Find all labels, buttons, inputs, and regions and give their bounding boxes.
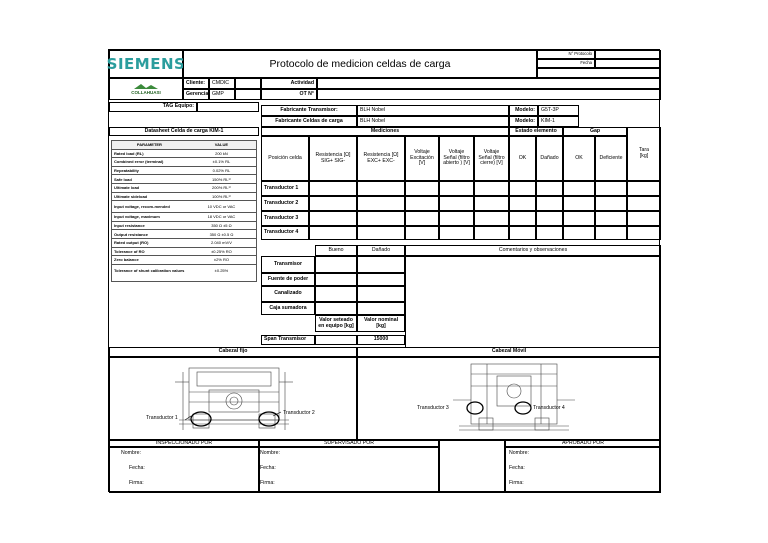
modelo-label-1: Modelo: (509, 105, 538, 116)
datasheet-param: Input resistance (112, 221, 187, 230)
cell[interactable] (439, 211, 474, 226)
supervisado-fecha: Fecha: (260, 465, 276, 471)
datasheet-value: 350 Ω ±5 Ω (187, 221, 256, 230)
cell[interactable] (357, 226, 405, 240)
cliente-spacer-2 (235, 89, 261, 100)
cell[interactable] (509, 181, 536, 196)
canalizado-bueno[interactable] (315, 286, 357, 302)
volt-open-header: Voltaje Señal (filtro abierto ) [V] (439, 136, 474, 181)
cabezal-movil-drawing (449, 360, 579, 438)
siemens-logo: SIEMENS (106, 55, 186, 73)
cell[interactable] (627, 211, 661, 226)
datasheet-param: Repeatability (112, 166, 187, 175)
datasheet-row (112, 238, 256, 247)
header-spacer (537, 68, 661, 78)
cell[interactable] (627, 181, 661, 196)
datasheet-value: 200% RL¹⁾ (187, 183, 256, 192)
danado-status-header: Dañado (357, 245, 405, 256)
cell[interactable] (627, 196, 661, 211)
cabezal-movil-title: Cabezal Móvil (357, 347, 661, 357)
caja-bueno[interactable] (315, 302, 357, 315)
cliente-spacer-1 (235, 78, 261, 89)
inspeccionado-header: INSPECCIONADO POR (109, 440, 259, 447)
span-seteado-field[interactable] (315, 335, 357, 345)
cell[interactable] (439, 181, 474, 196)
fabricante-celdas-value[interactable]: BLH Nobel (357, 116, 509, 127)
datasheet-param: Ultimate load (112, 183, 187, 192)
comments-header: Comentarios y observaciones (405, 245, 661, 256)
aprobado-nombre: Nombre: (509, 450, 529, 456)
ot-field[interactable] (317, 89, 661, 100)
caja-label: Caja sumadora (261, 302, 315, 315)
ot-label: OT N° (261, 89, 317, 100)
aprobado-fecha: Fecha: (509, 465, 525, 471)
datasheet-row (112, 247, 256, 256)
siemens-logo-cell (106, 50, 186, 78)
comments-field[interactable] (405, 256, 661, 348)
supervisado-box[interactable] (259, 447, 439, 493)
cell[interactable] (563, 226, 595, 240)
datasheet-param: Rated output (RO) (112, 238, 187, 247)
client-logo-cell (109, 78, 183, 100)
valor-nominal-header: Valor nominal [kg] (357, 315, 405, 332)
datasheet-param: Rated load (RL) (112, 149, 187, 158)
actividad-field[interactable] (317, 78, 661, 89)
gap-title: Gap (563, 127, 627, 136)
cell[interactable] (439, 226, 474, 240)
modelo-label-2: Modelo: (509, 116, 538, 127)
cell[interactable] (509, 196, 536, 211)
gerencia-label: Gerencia: (183, 89, 209, 100)
fabricante-transmisor-label: Fabricante Transmisor: (261, 105, 357, 116)
danado-header: Dañado (536, 136, 563, 181)
fuente-label: Fuente de poder (261, 273, 315, 286)
cliente-label: Cliente: (183, 78, 209, 89)
cell[interactable] (309, 181, 357, 196)
cell[interactable] (405, 226, 439, 240)
datasheet-param: Tolerance of RO (112, 247, 187, 256)
datasheet-header-param: PARAMETER (136, 142, 162, 148)
datasheet-value: 200 kN (187, 149, 256, 158)
cliente-value[interactable]: CMDIC (209, 78, 235, 89)
span-nominal-value: 15000 (357, 335, 405, 345)
transducer-label: Transductor 2 (261, 196, 309, 211)
page-title: Protocolo de medicion celdas de carga (269, 58, 451, 70)
canalizado-danado[interactable] (357, 286, 405, 302)
cell[interactable] (474, 196, 509, 211)
datasheet-param: Safe load (112, 175, 187, 184)
cell[interactable] (405, 211, 439, 226)
datasheet-param: Zero balance (112, 256, 187, 265)
datasheet-row (112, 175, 256, 184)
datasheet-grid (112, 141, 256, 276)
datasheet-row (112, 158, 256, 167)
modelo-value-1[interactable]: G5T-3P (538, 105, 579, 116)
cell[interactable] (309, 211, 357, 226)
cell[interactable] (509, 211, 536, 226)
posicion-header: Posición celda (261, 136, 309, 181)
cell[interactable] (474, 226, 509, 240)
fuente-danado[interactable] (357, 273, 405, 286)
cell[interactable] (536, 226, 563, 240)
supervisado-firma: Firma: (260, 480, 275, 486)
datasheet-value: 350 Ω ±0.5 Ω (187, 230, 256, 239)
datasheet-row (112, 183, 256, 192)
cell[interactable] (439, 196, 474, 211)
transmisor-bueno[interactable] (315, 256, 357, 273)
client-logo: COLLAHUASI (131, 90, 161, 95)
datasheet-param: Combined error (terminal) (112, 158, 187, 167)
supervisado-nombre: Nombre: (260, 450, 280, 456)
cell[interactable] (536, 211, 563, 226)
mountain-icon (133, 83, 159, 90)
transductor-4-marker (513, 400, 533, 416)
fabricante-transmisor-value[interactable]: BLH Nobel (357, 105, 509, 116)
inspeccionado-firma: Firma: (129, 480, 144, 486)
transmisor-label: Transmisor (261, 256, 315, 273)
protocol-sheet (108, 49, 660, 492)
estado-title: Estado elemento (509, 127, 563, 136)
volt-close-header: Voltaje Señal (filtro cierre) [V] (474, 136, 509, 181)
cell[interactable] (474, 181, 509, 196)
transmisor-danado[interactable] (357, 256, 405, 273)
title-cell (183, 50, 537, 78)
gerencia-value[interactable]: GMP (209, 89, 235, 100)
cell[interactable] (595, 196, 627, 211)
cell[interactable] (536, 181, 563, 196)
datasheet-row (112, 230, 256, 239)
datasheet-value: 18 VDC or VAC (187, 213, 256, 222)
cell[interactable] (536, 196, 563, 211)
tara-header: Tara [kg] (627, 127, 661, 181)
cabezal-fijo-title: Cabezal fijo (109, 347, 357, 357)
cell[interactable] (595, 181, 627, 196)
callout-lines-fijo (169, 402, 289, 426)
cell[interactable] (563, 181, 595, 196)
datasheet-value: ±2% RO (187, 256, 256, 265)
transductor-4-label: Transductor 4 (533, 405, 565, 411)
cell[interactable] (405, 196, 439, 211)
cell[interactable] (595, 226, 627, 240)
actividad-label: Actividad (261, 78, 317, 89)
cell[interactable] (595, 211, 627, 226)
datasheet-value: ±0.25% (187, 264, 256, 276)
transductor-2-label: Transductor 2 (283, 410, 315, 416)
datasheet-table (111, 140, 257, 282)
tag-label: TAG Equipo: (109, 102, 197, 112)
supervisado-header: SUPERVISADO POR (259, 440, 439, 447)
datasheet-row (112, 192, 256, 201)
cell[interactable] (563, 196, 595, 211)
fuente-bueno[interactable] (315, 273, 357, 286)
datasheet-row (112, 264, 256, 276)
cell[interactable] (309, 226, 357, 240)
cell[interactable] (509, 226, 536, 240)
valor-seteado-header: Valor seteado en equipo [kg] (315, 315, 357, 332)
cell[interactable] (405, 181, 439, 196)
datasheet-value: ±0.1% RL (187, 158, 256, 167)
inspeccionado-fecha: Fecha: (129, 465, 145, 471)
datasheet-title: Datasheet Celda de carga KIM-1 (109, 127, 259, 136)
mediciones-title: Mediciones (261, 127, 509, 136)
caja-danado[interactable] (357, 302, 405, 315)
volt-exc-header: Voltaje Excitación [V] (405, 136, 439, 181)
tag-field[interactable] (197, 102, 259, 112)
cell[interactable] (357, 196, 405, 211)
ok-header-1: OK (509, 136, 536, 181)
datasheet-value: 100% RL¹⁾ (187, 192, 256, 201)
res-sig-header: Resistencia [Ω] SIG+ SIG- (309, 136, 357, 181)
aprobado-header: APROBADO POR (505, 440, 661, 447)
ok-header-2: OK (563, 136, 595, 181)
datasheet-row (112, 166, 256, 175)
cell[interactable] (563, 211, 595, 226)
datasheet-param: Ultimate sideload (112, 192, 187, 201)
transductor-3-label: Transductor 3 (417, 405, 449, 411)
datasheet-value: 0.02% RL (187, 166, 256, 175)
transducer-label: Transductor 1 (261, 181, 309, 196)
cell[interactable] (357, 211, 405, 226)
signature-gap (439, 440, 505, 493)
transducer-label: Transductor 4 (261, 226, 309, 240)
datasheet-header-value: VALUE (214, 142, 229, 148)
datasheet-header-row (112, 141, 256, 149)
protocol-label: N° Protocolo (537, 50, 595, 59)
transductor-1-label: Transductor 1 (146, 415, 178, 421)
cell[interactable] (627, 226, 661, 240)
transductor-3-marker (465, 400, 485, 416)
res-exc-header: Resistencia [Ω] EXC+ EXC- (357, 136, 405, 181)
datasheet-value: 10 VDC or VAC (187, 201, 256, 213)
datasheet-param: Input voltage, recom-mended (112, 201, 187, 213)
date-field[interactable] (595, 59, 661, 68)
cell[interactable] (357, 181, 405, 196)
fabricante-celdas-label: Fabricante Celdas de carga (261, 116, 357, 127)
canalizado-label: Canalizado (261, 286, 315, 302)
modelo-value-2[interactable]: KIM-1 (538, 116, 579, 127)
datasheet-row (112, 149, 256, 158)
datasheet-row (112, 221, 256, 230)
datasheet-row (112, 213, 256, 222)
datasheet-row (112, 201, 256, 213)
datasheet-value: 2.040 mV/V (187, 238, 256, 247)
span-label: Span Transmisor (261, 335, 315, 345)
cell[interactable] (309, 196, 357, 211)
protocol-number-field[interactable] (595, 50, 661, 59)
bueno-header: Bueno (315, 245, 357, 256)
datasheet-param: Tolerance of shunt calibration values (112, 264, 187, 276)
inspeccionado-nombre: Nombre: (121, 450, 141, 456)
datasheet-param: Input voltage, maximum (112, 213, 187, 222)
date-label: Fecha (537, 59, 595, 68)
datasheet-param: Output resistance (112, 230, 187, 239)
cell[interactable] (474, 211, 509, 226)
deficiente-header: Deficiente (595, 136, 627, 181)
transducer-label: Transductor 3 (261, 211, 309, 226)
datasheet-value: ±0.25% RO (187, 247, 256, 256)
datasheet-value: 150% RL¹⁾ (187, 175, 256, 184)
aprobado-firma: Firma: (509, 480, 524, 486)
datasheet-row (112, 256, 256, 265)
